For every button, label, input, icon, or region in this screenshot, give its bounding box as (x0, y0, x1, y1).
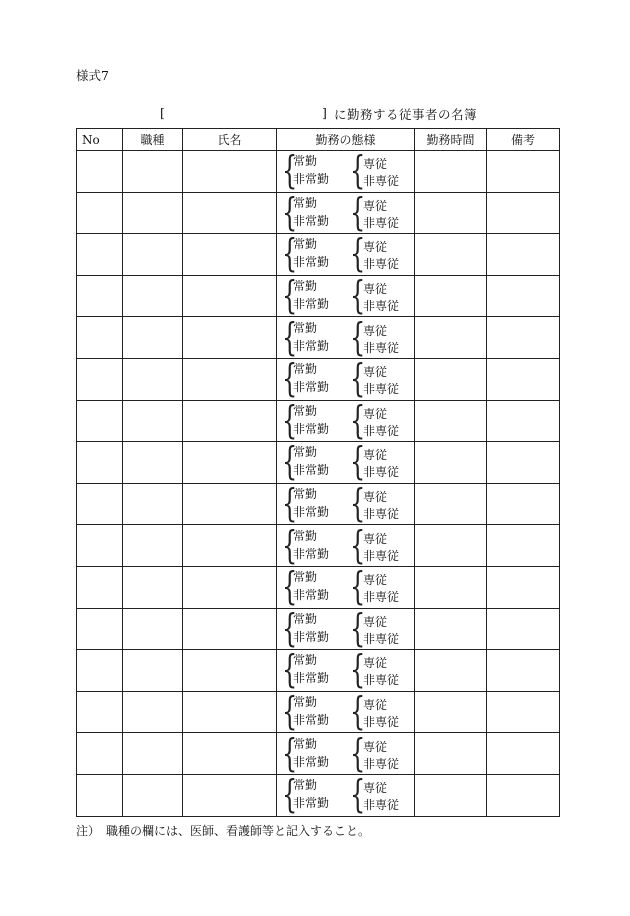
work-form-cell (277, 314, 415, 360)
remarks-cell[interactable] (487, 234, 560, 276)
no-cell[interactable] (77, 192, 123, 234)
option-full-time: 常勤 (293, 653, 318, 668)
option-dedicated: 専従 (363, 531, 388, 546)
work-hours-cell[interactable] (415, 317, 487, 359)
table-header-row (77, 129, 560, 151)
option-dedicated: 専従 (363, 739, 388, 754)
no-cell[interactable] (77, 566, 123, 608)
work-hours-cell[interactable] (415, 400, 487, 442)
job-type-cell[interactable] (123, 733, 183, 775)
option-non-dedicated: 非専従 (363, 798, 400, 813)
option-dedicated: 専従 (363, 614, 388, 629)
work-hours-cell[interactable] (415, 608, 487, 650)
left-brace-icon: { (282, 688, 298, 734)
work-form-cell (277, 771, 415, 817)
remarks-cell[interactable] (487, 400, 560, 442)
work-form-options (277, 480, 414, 526)
left-brace-icon: { (350, 563, 366, 609)
table-row (77, 234, 560, 276)
table-row (77, 358, 560, 400)
option-dedicated: 専従 (363, 365, 388, 380)
left-brace-icon: { (282, 314, 298, 360)
job-type-cell[interactable] (123, 358, 183, 400)
no-cell[interactable] (77, 608, 123, 650)
option-non-dedicated: 非専従 (363, 382, 400, 397)
work-form-options (277, 439, 414, 484)
work-hours-cell[interactable] (415, 650, 487, 692)
option-part-time: 非常勤 (293, 588, 330, 603)
work-hours-cell[interactable] (415, 192, 487, 234)
work-hours-cell[interactable] (415, 358, 487, 400)
work-form-cell (277, 688, 415, 734)
option-dedicated: 専従 (363, 448, 388, 463)
work-hours-cell[interactable] (415, 234, 487, 276)
left-brace-icon: { (282, 355, 298, 401)
left-brace-icon: { (282, 189, 298, 235)
job-type-cell[interactable] (123, 442, 183, 484)
work-form-cell (277, 147, 415, 193)
work-form-cell (277, 480, 415, 526)
name-cell[interactable] (183, 317, 277, 359)
work-form-options (277, 397, 414, 443)
table-row (77, 733, 560, 775)
option-dedicated: 専従 (363, 490, 388, 505)
table-row (77, 192, 560, 234)
remarks-cell[interactable] (487, 525, 560, 567)
work-hours-cell[interactable] (415, 733, 487, 775)
option-full-time: 常勤 (293, 778, 318, 793)
option-non-dedicated: 非専従 (363, 465, 400, 480)
work-form-cell (277, 522, 415, 568)
work-hours-cell[interactable] (415, 774, 487, 816)
option-part-time: 非常勤 (293, 213, 330, 228)
option-dedicated: 専従 (363, 573, 388, 588)
work-form-options (277, 647, 414, 692)
option-dedicated: 専従 (363, 198, 388, 213)
no-cell[interactable] (77, 774, 123, 816)
work-hours-cell[interactable] (415, 151, 487, 193)
option-full-time: 常勤 (293, 362, 318, 377)
left-brace-icon: { (282, 439, 298, 484)
work-hours-cell[interactable] (415, 525, 487, 567)
work-form-cell (277, 272, 415, 318)
option-part-time: 非常勤 (293, 796, 330, 811)
left-brace-icon: { (350, 605, 366, 651)
no-cell[interactable] (77, 234, 123, 276)
table-row (77, 400, 560, 442)
header-job-type: 職種 (123, 129, 183, 151)
work-form-options (277, 272, 414, 318)
work-form-options (277, 563, 414, 609)
left-brace-icon: { (350, 647, 366, 692)
option-non-dedicated: 非専従 (363, 174, 400, 189)
left-brace-icon: { (282, 563, 298, 609)
name-cell[interactable] (183, 608, 277, 650)
name-cell[interactable] (183, 442, 277, 484)
job-type-cell[interactable] (123, 566, 183, 608)
job-type-cell[interactable] (123, 151, 183, 193)
remarks-cell[interactable] (487, 566, 560, 608)
name-cell[interactable] (183, 566, 277, 608)
no-cell[interactable] (77, 442, 123, 484)
left-brace-icon: { (350, 480, 366, 526)
option-full-time: 常勤 (293, 528, 318, 543)
work-form-cell (277, 189, 415, 235)
table-row (77, 691, 560, 733)
option-part-time: 非常勤 (293, 255, 330, 270)
name-cell[interactable] (183, 691, 277, 733)
job-type-cell[interactable] (123, 691, 183, 733)
table-row (77, 774, 560, 816)
no-cell[interactable] (77, 317, 123, 359)
work-form-cell (277, 605, 415, 651)
left-brace-icon: { (350, 314, 366, 360)
table-row (77, 275, 560, 317)
option-non-dedicated: 非専従 (363, 257, 400, 272)
form-number: 様式7 (76, 68, 109, 83)
job-type-cell[interactable] (123, 275, 183, 317)
header-name: 氏名 (183, 129, 277, 151)
job-type-cell[interactable] (123, 234, 183, 276)
work-form-options (277, 730, 414, 776)
left-brace-icon: { (350, 189, 366, 235)
left-brace-icon: { (282, 605, 298, 651)
option-full-time: 常勤 (293, 154, 318, 169)
option-full-time: 常勤 (293, 487, 318, 502)
option-non-dedicated: 非専従 (363, 507, 400, 522)
option-full-time: 常勤 (293, 237, 318, 252)
work-form-options (277, 231, 414, 276)
name-cell[interactable] (183, 650, 277, 692)
no-cell[interactable] (77, 400, 123, 442)
name-cell[interactable] (183, 275, 277, 317)
option-full-time: 常勤 (293, 611, 318, 626)
work-form-options (277, 605, 414, 651)
table-row (77, 483, 560, 525)
document-title (0, 105, 630, 121)
no-cell[interactable] (77, 151, 123, 193)
work-hours-cell[interactable] (415, 275, 487, 317)
remarks-cell[interactable] (487, 483, 560, 525)
option-dedicated: 専従 (363, 656, 388, 671)
title-open-bracket: [ (160, 105, 165, 120)
work-form-cell (277, 647, 415, 692)
table-body (77, 147, 560, 817)
job-type-cell[interactable] (123, 317, 183, 359)
job-type-cell[interactable] (123, 774, 183, 816)
remarks-cell[interactable] (487, 151, 560, 193)
option-part-time: 非常勤 (293, 754, 330, 769)
name-cell[interactable] (183, 400, 277, 442)
header-no: No (77, 129, 123, 151)
staff-roster-table (76, 128, 560, 817)
job-type-cell[interactable] (123, 650, 183, 692)
name-cell[interactable] (183, 774, 277, 816)
left-brace-icon: { (350, 355, 366, 401)
title-close-bracket: ] (322, 105, 327, 120)
work-hours-cell[interactable] (415, 483, 487, 525)
work-form-cell (277, 730, 415, 776)
option-full-time: 常勤 (293, 195, 318, 210)
job-type-cell[interactable] (123, 608, 183, 650)
option-non-dedicated: 非専従 (363, 548, 400, 563)
left-brace-icon: { (282, 522, 298, 568)
table-row (77, 442, 560, 484)
left-brace-icon: { (282, 647, 298, 692)
option-dedicated: 専従 (363, 240, 388, 255)
remarks-cell[interactable] (487, 691, 560, 733)
header-work-form: 勤務の態様 (277, 129, 415, 151)
work-form-options (277, 189, 414, 235)
work-form-cell (277, 439, 415, 484)
work-form-options (277, 355, 414, 401)
title-text: に勤務する従事者の名簿 (334, 107, 478, 122)
option-full-time: 常勤 (293, 445, 318, 460)
left-brace-icon: { (282, 147, 298, 193)
left-brace-icon: { (350, 397, 366, 443)
remarks-cell[interactable] (487, 442, 560, 484)
option-full-time: 常勤 (293, 736, 318, 751)
left-brace-icon: { (350, 522, 366, 568)
work-form-options (277, 688, 414, 734)
header-work-hours: 勤務時間 (415, 129, 487, 151)
name-cell[interactable] (183, 358, 277, 400)
no-cell[interactable] (77, 358, 123, 400)
remarks-cell[interactable] (487, 192, 560, 234)
left-brace-icon: { (350, 439, 366, 484)
option-full-time: 常勤 (293, 695, 318, 710)
option-part-time: 非常勤 (293, 629, 330, 644)
work-form-cell (277, 355, 415, 401)
option-dedicated: 専従 (363, 406, 388, 421)
no-cell[interactable] (77, 483, 123, 525)
name-cell[interactable] (183, 192, 277, 234)
work-form-cell (277, 563, 415, 609)
remarks-cell[interactable] (487, 733, 560, 775)
work-hours-cell[interactable] (415, 691, 487, 733)
option-full-time: 常勤 (293, 570, 318, 585)
left-brace-icon: { (282, 397, 298, 443)
left-brace-icon: { (350, 730, 366, 776)
table-row (77, 608, 560, 650)
table-row (77, 525, 560, 567)
job-type-cell[interactable] (123, 483, 183, 525)
work-form-options (277, 147, 414, 193)
left-brace-icon: { (350, 147, 366, 193)
name-cell[interactable] (183, 733, 277, 775)
option-non-dedicated: 非専従 (363, 299, 400, 314)
option-non-dedicated: 非専従 (363, 673, 400, 688)
job-type-cell[interactable] (123, 525, 183, 567)
option-part-time: 非常勤 (293, 172, 330, 187)
left-brace-icon: { (282, 480, 298, 526)
option-dedicated: 専従 (363, 698, 388, 713)
option-part-time: 非常勤 (293, 380, 330, 395)
left-brace-icon: { (282, 272, 298, 318)
left-brace-icon: { (350, 771, 366, 817)
option-part-time: 非常勤 (293, 713, 330, 728)
option-part-time: 非常勤 (293, 297, 330, 312)
option-full-time: 常勤 (293, 403, 318, 418)
name-cell[interactable] (183, 483, 277, 525)
option-dedicated: 専従 (363, 157, 388, 172)
option-dedicated: 専従 (363, 282, 388, 297)
header-remarks: 備考 (487, 129, 560, 151)
option-full-time: 常勤 (293, 320, 318, 335)
left-brace-icon: { (350, 231, 366, 276)
work-form-options (277, 522, 414, 568)
table-row (77, 317, 560, 359)
work-form-cell (277, 231, 415, 276)
remarks-cell[interactable] (487, 275, 560, 317)
remarks-cell[interactable] (487, 317, 560, 359)
table-row (77, 566, 560, 608)
option-dedicated: 専従 (363, 781, 388, 796)
name-cell[interactable] (183, 234, 277, 276)
table-row (77, 151, 560, 193)
option-part-time: 非常勤 (293, 338, 330, 353)
footnote: 注） 職種の欄には、医師、看護師等と記入すること。 (76, 824, 371, 838)
option-dedicated: 専従 (363, 323, 388, 338)
option-non-dedicated: 非専従 (363, 340, 400, 355)
option-non-dedicated: 非専従 (363, 423, 400, 438)
work-form-options (277, 771, 414, 817)
no-cell[interactable] (77, 691, 123, 733)
option-non-dedicated: 非専従 (363, 756, 400, 771)
no-cell[interactable] (77, 275, 123, 317)
name-cell[interactable] (183, 525, 277, 567)
left-brace-icon: { (350, 688, 366, 734)
option-non-dedicated: 非専従 (363, 590, 400, 605)
name-cell[interactable] (183, 151, 277, 193)
option-part-time: 非常勤 (293, 546, 330, 561)
option-non-dedicated: 非専従 (363, 631, 400, 646)
work-hours-cell[interactable] (415, 442, 487, 484)
option-non-dedicated: 非専従 (363, 715, 400, 730)
no-cell[interactable] (77, 733, 123, 775)
work-hours-cell[interactable] (415, 566, 487, 608)
left-brace-icon: { (282, 231, 298, 276)
remarks-cell[interactable] (487, 358, 560, 400)
option-part-time: 非常勤 (293, 505, 330, 520)
remarks-cell[interactable] (487, 608, 560, 650)
left-brace-icon: { (282, 730, 298, 776)
job-type-cell[interactable] (123, 192, 183, 234)
option-part-time: 非常勤 (293, 463, 330, 478)
remarks-cell[interactable] (487, 774, 560, 816)
job-type-cell[interactable] (123, 400, 183, 442)
remarks-cell[interactable] (487, 650, 560, 692)
left-brace-icon: { (282, 771, 298, 817)
work-form-cell (277, 397, 415, 443)
left-brace-icon: { (350, 272, 366, 318)
option-part-time: 非常勤 (293, 421, 330, 436)
no-cell[interactable] (77, 525, 123, 567)
option-non-dedicated: 非専従 (363, 215, 400, 230)
work-form-options (277, 314, 414, 360)
table-row (77, 650, 560, 692)
no-cell[interactable] (77, 650, 123, 692)
option-full-time: 常勤 (293, 279, 318, 294)
option-part-time: 非常勤 (293, 671, 330, 686)
